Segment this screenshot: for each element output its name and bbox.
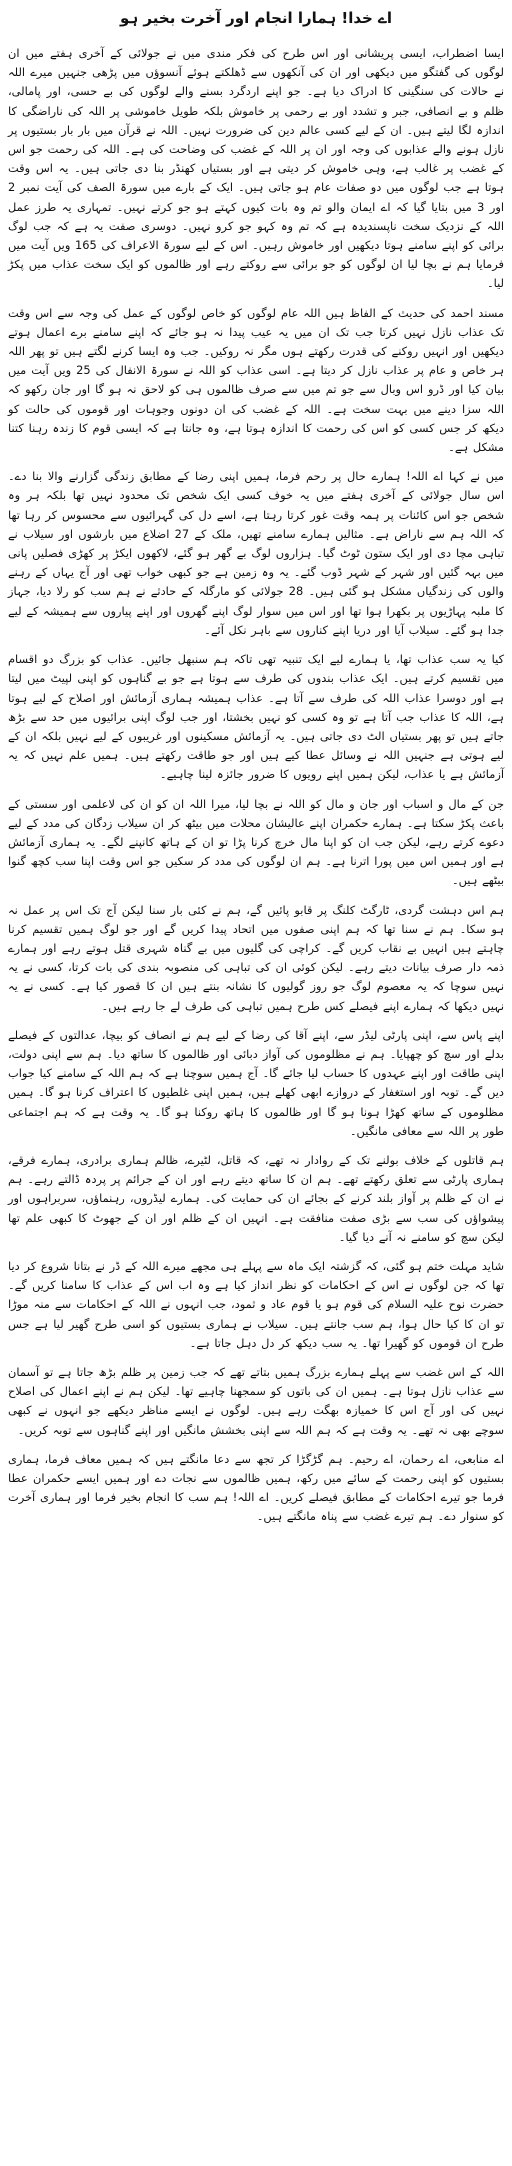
article-paragraph: اللہ کے اس غضب سے پہلے ہمارے بزرگ ہمیں بتاتے تھے کہ جب زمین پر ظلم بڑھ جاتا ہے تو آسمان سے عذاب نازل ہوتا ہے۔ ہمیں ان کی باتوں کو سمجھنا چاہیے تھا۔ لیکن ہم نے اپنے اعمال کی اصلاح نہیں کی اور آج اس کا خمیازہ بھگت رہے ہیں۔ لوگوں نے ایسے مناظر دیکھے جو انہوں نے کبھی سوچے بھی نہ تھے۔ یہ وقت ہے کہ ہم اللہ سے اپنی بخشش مانگیں اور اپنے گناہوں سے توبہ کریں۔ xyxy=(8,1365,504,1437)
article-paragraph: اے منابعی، اے رحمان، اے رحیم۔ ہم گڑگڑا کر تجھ سے دعا مانگتے ہیں کہ ہمیں معاف فرما، ہماری بستیوں کو اپنی رحمت کے سائے میں رکھ، ہمیں ظالموں سے نجات دے اور ہمیں ایسے حکمران عطا فرما جو تیرے احکامات کے مطابق فیصلے کریں۔ اے اللہ! ہم سب کا انجام بخیر فرما اور ہماری آخرت کو سنوار دے۔ ہم تیرے غضب سے پناہ مانگتے ہیں۔ xyxy=(8,1451,504,1524)
article-body xyxy=(8,44,504,1527)
article-paragraph: ہم اس دہشت گردی، ٹارگٹ کلنگ پر قابو پائیں گے، ہم نے کئی بار سنا لیکن آج تک اس پر عمل نہ ہو سکا۔ ہم نے سنا تھا کہ ہم اپنی صفوں میں اتحاد پیدا کریں گے اور جو لوگ ہمیں تقسیم کرنا چاہتے ہیں انہیں بے نقاب کریں گے۔ کراچی کی گلیوں میں بے گناہ شہری قتل ہوتے رہے اور ہمارے ذمہ دار صرف بیانات دیتے رہے۔ لیکن کوئی ان کی تباہی کی منصوبہ بندی کی بات کرتا، کسی نے یہ نہیں سوچا کہ یہ معصوم لوگ جو روز گولیوں کا نشانہ بنتے ہیں ان کا قصور کیا ہے۔ کسی نے یہ نہیں دیکھا کہ ہمارے اپنے فیصلے کس طرح ہمیں تباہی کی طرف لے جا رہے ہیں۔ xyxy=(8,902,504,1013)
article-paragraph: مسند احمد کی حدیث کے الفاظ ہیں اللہ عام لوگوں کو خاص لوگوں کے عمل کی وجہ سے اس وقت تک عذاب نازل نہیں کرتا جب تک ان میں یہ عیب پیدا نہ ہو جائے کہ اپنے سامنے برے اعمال ہوتے دیکھیں اور انہیں روکنے کی قدرت رکھتے ہوں مگر نہ روکیں۔ جب وہ ایسا کرنے لگتے ہیں تو پھر اللہ ہر خاص و عام پر عذاب نازل کر دیتا ہے۔ اسی عذاب کو اللہ نے سورۃ الانفال کی 25 ویں آیت میں بیان کیا اور ڈرو اس وبال سے جو تم میں سے صرف ظالموں ہی کو لاحق نہ ہو گا اور جان رکھو کہ اللہ سزا دینے میں بہت سخت ہے۔ اللہ کے غضب کی ان دونوں وجوہات اور قوموں کی حالت کو دیکھ کر جس کسی کو اس کی رحمت کا اندازہ ہوتا ہے، وہ جانتا ہے کہ ایسی قوم کا زندہ رہنا کتنا مشکل ہے۔ xyxy=(8,305,504,455)
article-title: اے خدا! ہمارا انجام اور آخرت بخیر ہو xyxy=(120,9,392,27)
article-paragraph: ہم قاتلوں کے خلاف بولنے تک کے روادار نہ تھے، کہ قاتل، لٹیرے، ظالم ہماری برادری، ہمارے فرقے، ہماری پارٹی سے تعلق رکھتے تھے۔ ہم ان کا ساتھ دیتے رہے اور ان کے جرائم پر پردہ ڈالتے رہے۔ ہم نے ان کے ظلم پر آواز بلند کرنے کے بجائے ان کی حمایت کی۔ ہمارے لیڈروں، رہنماؤں، سربراہوں اور پیشواؤں کی سب سے بڑی صفت منافقت ہے۔ انہیں ان کے ظلم اور ان کے جھوٹ کا کبھی علم تھا لیکن سچ کو سامنے نہ آنے دیا گیا۔ xyxy=(8,1152,504,1244)
article-paragraph: شاید مہلت ختم ہو گئی، کہ گزشتہ ایک ماہ سے پہلے ہی مجھے میرے اللہ کے ڈر نے بتانا شروع کر دیا تھا کہ جن لوگوں نے اس کے احکامات کو نظر انداز کیا ہے وہ اب اس کے عذاب کا سامنا کریں گے۔ حضرت نوح علیہ السلام کی قوم ہو یا قوم عاد و ثمود، جب انہوں نے اللہ کے احکامات سے منہ موڑا تو ان کا کیا حال ہوا، ہم سب جانتے ہیں۔ سیلاب نے ہماری بستیوں کو اسی طرح گھیر لیا ہے جس طرح ان قوموں کو گھیرا تھا۔ یہ سب دیکھ کر دل دہل جاتا ہے۔ xyxy=(8,1258,504,1350)
article-paragraph: اپنے پاس سے، اپنی پارٹی لیڈر سے، اپنے آقا کی رضا کے لیے ہم نے انصاف کو بیچا، عدالتوں کے فیصلے بدلے اور سچ کو چھپایا۔ ہم نے مظلوموں کی آواز دبائی اور ظالموں کا ساتھ دیا۔ ہم سے اپنی دولت، اپنی طاقت اور اپنے عہدوں کا حساب لیا جائے گا۔ آج ہمیں سوچنا ہے کہ ہم اللہ کے سامنے کیا جواب دیں گے۔ توبہ اور استغفار کے دروازے ابھی کھلے ہیں، ہمیں اپنی غلطیوں کا اعتراف کرنا ہو گا۔ ہمیں مظلوموں کے ساتھ کھڑا ہونا ہو گا اور ظالموں کا ہاتھ روکنا ہو گا۔ یہ وقت ہے کہ ہم اجتماعی طور پر اللہ سے معافی مانگیں۔ xyxy=(8,1027,504,1138)
article-paragraph: جن کے مال و اسباب اور جان و مال کو اللہ نے بچا لیا، میرا اللہ ان کو ان کی لاعلمی اور سستی کے باعث پکڑ سکتا ہے۔ ہمارے حکمران اپنے عالیشان محلات میں بیٹھ کر ان سیلاب زدگان کی مدد کے لیے دعوے کرتے رہے، لیکن جب ان کو اپنا مال خرچ کرنا پڑا تو ان کے ہاتھ کانپنے لگے۔ یہ ہماری آزمائش ہے اور ہمیں اس میں پورا اترنا ہے۔ ہم ان لوگوں کی مدد کر سکیں جو اس وقت اپنا سب کچھ گنوا بیٹھے ہیں۔ xyxy=(8,796,504,888)
article-paragraph: ایسا اضطراب، ایسی پریشانی اور اس طرح کی فکر مندی میں نے جولائی کے آخری ہفتے میں ان لوگوں کی گفتگو میں دیکھی اور ان کی آنکھوں سے ڈھلکتے ہوئے آنسوؤں میں پڑھی جنہیں میرے اللہ نے حالات کی سنگینی کا ادراک دیا ہے۔ جو اپنے اردگرد بسنے والے لوگوں کی بے حسی، اور پامالی، ظلم و بے انصافی، جبر و تشدد اور بے رحمی پر خاموش بلکہ طویل خاموشی پر اللہ کی ناراضگی کا اندازہ لگا لیتے ہیں۔ ان کے لیے کسی عالم دین کی ضرورت نہیں۔ اللہ نے قرآن میں بار بار بستیوں پر نازل ہونے والے عذابوں کی وجہ اور ان پر اللہ کے غضب کی وضاحت کی ہے۔ اللہ کی رحمت جو اس کے غضب پر غالب ہے، وہی خاموش کر دیتی ہے اور بستیاں کھنڈر بنا دی جاتی ہیں۔ یہ اس وقت ہوتا ہے جب لوگوں میں دو صفات عام ہو جاتی ہیں۔ ایک کے بارے میں سورۃ الصف کی آیت نمبر 2 اور 3 میں بتایا گیا کہ اے ایمان والو تم وہ بات کیوں کہتے ہو جو کرتے نہیں۔ تمہاری یہ طرز عمل اللہ کے نزدیک سخت ناپسندیدہ ہے کہ تم وہ کہو جو کرو نہیں۔ دوسری صفت یہ ہے کہ جب لوگ برائی کو اپنے سامنے ہوتا دیکھیں اور خاموش رہیں۔ اس کے لیے سورۃ الاعراف کی 165 ویں آیت میں فرمایا ہم نے بچا لیا ان لوگوں کو جو برائی سے روکتے رہے اور ظالموں کو ایک سخت عذاب میں پکڑ لیا۔ xyxy=(8,46,504,291)
article-paragraph: میں نے کہا اے اللہ! ہمارے حال پر رحم فرما، ہمیں اپنی رضا کے مطابق زندگی گزارنے والا بنا دے۔ اس سال جولائی کے آخری ہفتے میں یہ خوف کسی ایک شخص تک محدود نہیں تھا بلکہ ہر وہ شخص جو اس کائنات پر ہمہ وقت غور کرتا رہتا ہے، اسے دل کی گہرائیوں سے محسوس کر رہا تھا کہ اللہ ہم سے ناراض ہے۔ مثالیں ہمارے سامنے تھیں، ملک کے 27 اضلاع میں بارشوں اور سیلاب نے تباہی مچا دی اور ایک ستون ٹوٹ گیا۔ ہزاروں لوگ بے گھر ہو گئے، لاکھوں ایکڑ پر کھڑی فصلیں پانی میں بہہ گئیں اور شہر کے شہر ڈوب گئے۔ یہ وہ زمین ہے جو کبھی خواب تھی اور آج یہاں کے رہنے والوں کی زندگیاں مشکل ہو گئی ہیں۔ 28 جولائی کو مارگلہ کے حادثے نے ہم سب کو رلا دیا، جہاز کا ملبہ پہاڑیوں پر بکھرا ہوا تھا اور اس میں سوار لوگ اپنے گھروں اور اپنے پیاروں سے ہمیشہ کے لیے جدا ہو گئے۔ سیلاب آیا اور دریا اپنے کناروں سے باہر نکل آئے۔ xyxy=(8,469,504,637)
article-paragraph: کیا یہ سب عذاب تھا، یا ہمارے لیے ایک تنبیہ تھی تاکہ ہم سنبھل جائیں۔ عذاب کو بزرگ دو اقسام میں تقسیم کرتے ہیں۔ ایک عذاب بندوں کی طرف سے ہوتا ہے جو بے گناہوں کو اپنی لپیٹ میں لیتا ہے اور دوسرا عذاب اللہ کی طرف سے آتا ہے۔ عذاب ہمیشہ ہماری آزمائش اور اصلاح کے لیے ہوتا ہے، اللہ کا عذاب جب آتا ہے تو وہ کسی کو نہیں بخشتا، اور جب لوگ اپنی برائیوں میں حد سے بڑھ جاتے ہیں تو پھر بستیاں الٹ دی جاتی ہیں۔ یہ آزمائش مسکینوں اور غریبوں کے لیے نہیں بلکہ ان کے لیے ہوتی ہے جنہیں اللہ نے وسائل عطا کیے ہیں اور جو طاقت رکھتے ہیں۔ ہمیں علم نہیں کہ یہ آزمائش ہے یا عذاب، لیکن ہمیں اپنے رویوں کا ضرور جائزہ لینا چاہیے۔ xyxy=(8,652,504,782)
